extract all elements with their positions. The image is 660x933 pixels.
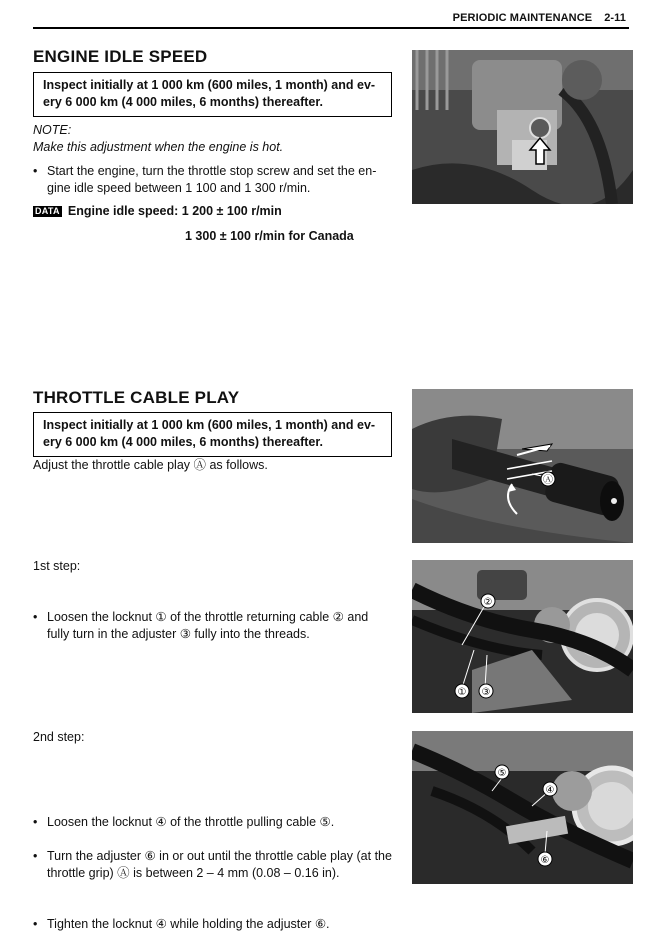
note-text: Make this adjustment when the engine is hot. bbox=[33, 140, 284, 154]
step2-bullet3: • Tighten the locknut ④ while holding the adjuster ⑥. bbox=[33, 916, 412, 933]
throttle-interval-line1: Inspect initially at 1 000 km (600 miles, 1 month) and ev- bbox=[43, 418, 376, 432]
label-1: ① bbox=[457, 687, 467, 698]
idle-step-line2: gine idle speed between 1 100 and 1 300 r/min. bbox=[47, 181, 311, 195]
idle-spec-canada: 1 300 ± 100 r/min for Canada bbox=[185, 229, 354, 243]
idle-spec-line1: Engine idle speed: 1 200 ± 100 r/min bbox=[67, 204, 282, 218]
idle-interval-box bbox=[33, 72, 392, 117]
idle-screw-photo bbox=[412, 50, 633, 204]
step1-label: 1st step: bbox=[33, 559, 81, 573]
step2-bullet2-line2: throttle grip) Ⓐ is between 2 – 4 mm (0.08 – 0.16 in). bbox=[47, 866, 340, 880]
header-rule bbox=[33, 27, 629, 29]
page-number: 2-11 bbox=[604, 12, 626, 24]
label-4: ④ bbox=[545, 785, 555, 796]
idle-step-line1: • Start the engine, turn the throttle stop screw and set the en- bbox=[47, 164, 377, 178]
step2-bullet2 bbox=[33, 848, 412, 882]
label-3: ③ bbox=[481, 687, 491, 698]
throttle-interval-line2: ery 6 000 km (4 000 miles, 6 months) thereafter. bbox=[43, 435, 323, 449]
label-a: Ⓐ bbox=[543, 475, 553, 486]
label-5: ⑤ bbox=[497, 768, 507, 779]
step2-bullet2-line1: • Turn the adjuster ⑥ in or out until the throttle cable play (at the bbox=[47, 849, 392, 863]
step1-photo bbox=[412, 560, 633, 713]
idle-step bbox=[33, 163, 412, 197]
step2-bullet1: • Loosen the locknut ④ of the throttle pulling cable ⑤. bbox=[33, 814, 412, 831]
throttle-interval-box bbox=[33, 412, 392, 457]
note-label: NOTE: bbox=[33, 123, 72, 137]
label-2: ② bbox=[483, 597, 493, 608]
idle-interval-line2: ery 6 000 km (4 000 miles, 6 months) thereafter. bbox=[43, 95, 323, 109]
page-header bbox=[453, 12, 626, 24]
step2-label: 2nd step: bbox=[33, 730, 85, 744]
idle-spec bbox=[33, 203, 282, 220]
section-title: PERIODIC MAINTENANCE bbox=[452, 12, 593, 24]
idle-interval-line1: Inspect initially at 1 000 km (600 miles, 1 month) and ev- bbox=[43, 78, 376, 92]
step1-line2: fully turn in the adjuster ③ fully into the threads. bbox=[47, 627, 310, 641]
data-badge: DATA bbox=[35, 206, 60, 216]
idle-speed-heading: ENGINE IDLE SPEED bbox=[33, 47, 208, 66]
throttle-intro: Adjust the throttle cable play Ⓐ as follows. bbox=[33, 458, 268, 472]
label-6: ⑥ bbox=[540, 855, 550, 866]
step1-line1: • Loosen the locknut ① of the throttle returning cable ② and bbox=[47, 610, 369, 624]
throttle-heading: THROTTLE CABLE PLAY bbox=[33, 388, 240, 407]
step2-photo bbox=[412, 731, 633, 884]
throttle-grip-photo bbox=[412, 389, 633, 543]
step1-bullet bbox=[33, 609, 409, 643]
